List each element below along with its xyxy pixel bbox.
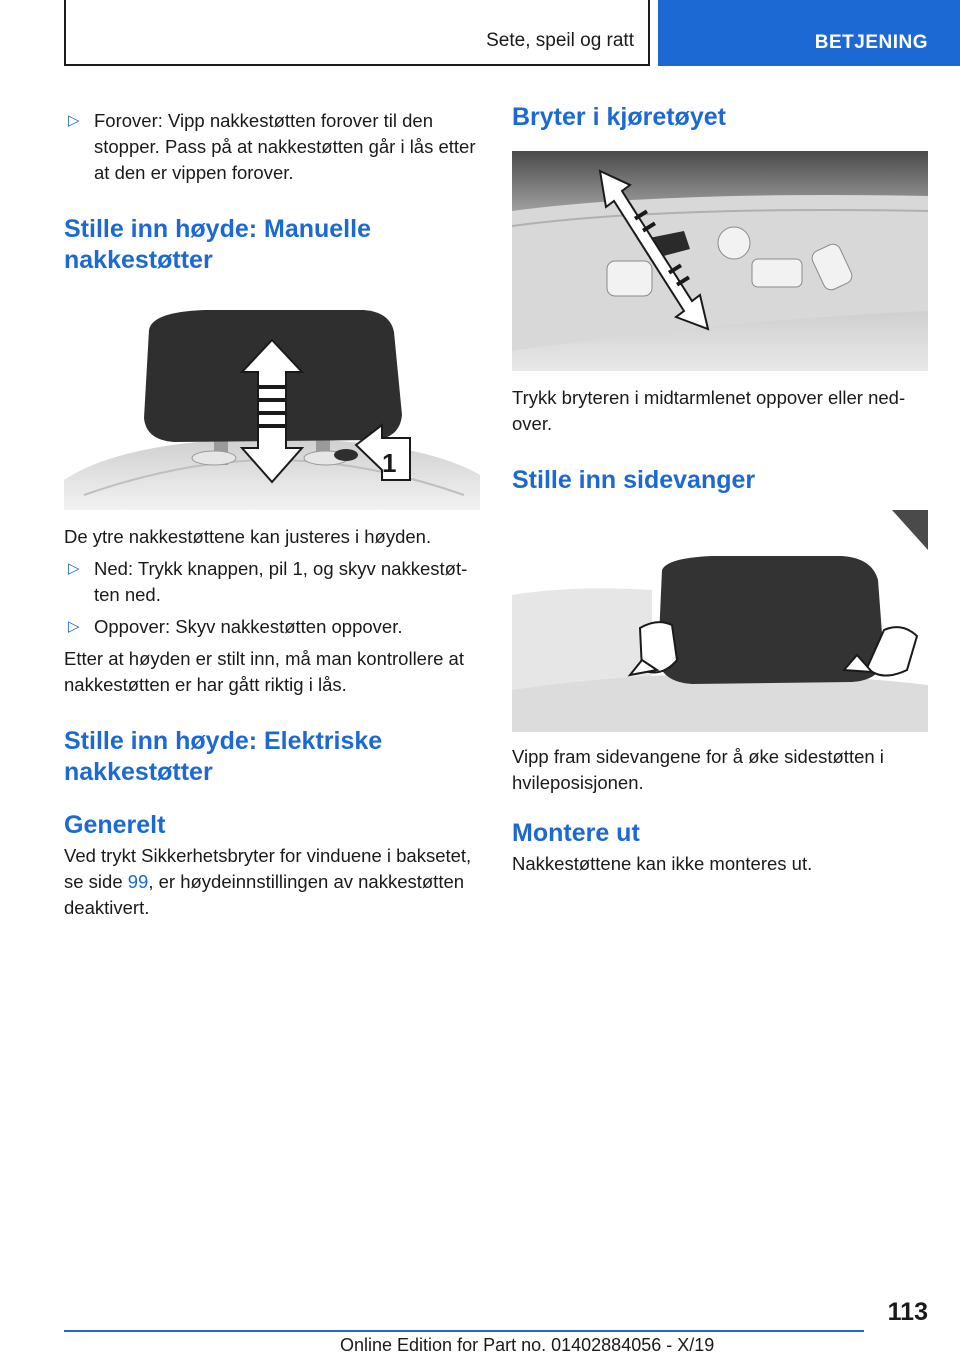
paragraph-etter: Etter at høyden er stilt inn, må man kontrollere at nakkestøtten er har gått riktig i lås. xyxy=(64,648,464,695)
header-chapter-tab xyxy=(658,0,960,66)
header-section-title: Sete, speil og ratt xyxy=(486,30,634,51)
list-item-text: Forover: Vipp nakkestøtten forover til den stopper. Pass på at nakkestøtten går i lås etter at den er vippen forover. xyxy=(94,110,476,183)
paragraph-nakkestottene: Nakkestøttene kan ikke monteres ut. xyxy=(512,853,813,874)
paragraph-ved xyxy=(64,843,480,921)
list-item-forover xyxy=(64,108,480,186)
heading-sidevanger: Stille inn sidevanger xyxy=(512,466,756,494)
page-number: 113 xyxy=(887,1298,928,1326)
bullet-triangle-icon: ▷ xyxy=(68,560,80,577)
headrest-height-figure xyxy=(64,310,480,510)
heading-manuelle-nakkestotter: Stille inn høyde: Manuelle nakkestøtter xyxy=(64,215,371,274)
paragraph-trykk: Trykk bryteren i midtarmlenet oppover eller nedover. xyxy=(512,387,906,434)
seat-switch-figure xyxy=(512,151,928,371)
heading-elektriske-nakkestotter: Stille inn høyde: Elektriske nakkestøtter xyxy=(64,727,383,786)
left-column xyxy=(64,98,480,921)
heading-montere-ut: Montere ut xyxy=(512,819,640,847)
list-item-ned xyxy=(64,556,480,608)
heading-generelt: Generelt xyxy=(64,811,166,839)
right-column xyxy=(512,98,928,877)
bullet-triangle-icon: ▷ xyxy=(68,112,80,129)
header-chapter-title: BETJENING xyxy=(814,32,928,53)
heading-bryter: Bryter i kjøretøyet xyxy=(512,103,726,131)
footer-edition: Online Edition for Part no. 01402884056 - X/19 xyxy=(340,1335,715,1355)
paragraph-ved-text: Ved trykt Sikkerhetsbryter for vinduene i baksetet, se side xyxy=(64,845,472,892)
paragraph-ytre: De ytre nakkestøttene kan justeres i høyden. xyxy=(64,526,432,547)
paragraph-vipp: Vipp fram sidevangene for å øke sidestøtten i hvileposisjonen. xyxy=(512,746,884,793)
footer-divider xyxy=(64,1330,864,1332)
headrest-side-wings-figure xyxy=(512,510,928,732)
list-item-text: Oppover: Skyv nakkestøtten oppover. xyxy=(94,616,403,637)
paragraph-ved-text-end: , er høydeinnstillingen av nakkestøtten deaktivert. xyxy=(64,871,465,918)
list-item-oppover xyxy=(64,614,480,640)
header-section-box xyxy=(64,0,650,66)
bullet-triangle-icon: ▷ xyxy=(68,618,80,635)
list-item-text: Ned: Trykk knappen, pil 1, og skyv nakkestøtten ned. xyxy=(94,558,468,605)
figure-callout-label: 1 xyxy=(382,448,397,478)
page-reference-link[interactable]: 99 xyxy=(127,871,149,892)
